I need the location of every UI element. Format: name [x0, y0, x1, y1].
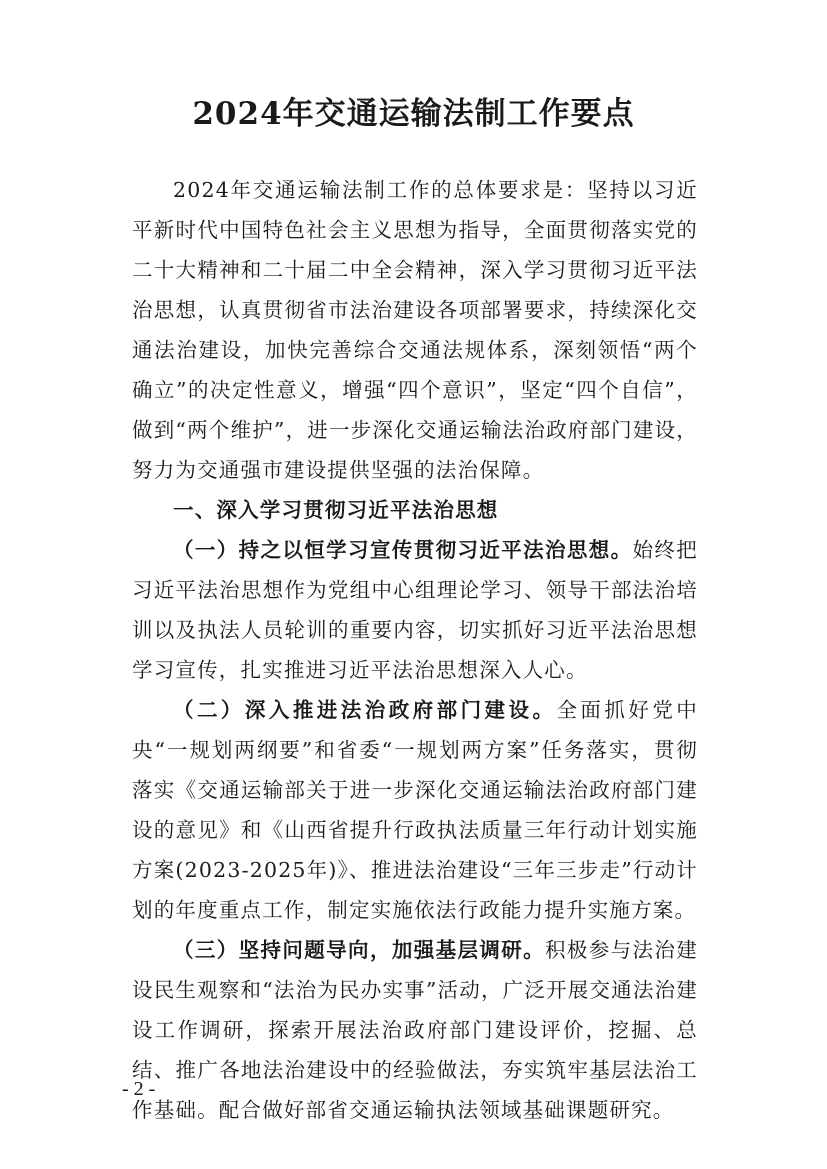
item-paragraph-1 — [132, 530, 698, 690]
item-paragraph-2 — [132, 690, 698, 930]
section-heading-1: 一、深入学习贯彻习近平法治思想 — [173, 498, 499, 522]
page-number: - 2 - — [122, 1078, 156, 1100]
item-text-1: 始终把习近平法治思想作为党组中心组理论学习、领导干部法治培训以及执法人员轮训的重要内容，切实抓好习近平法治思想学习宣传，扎实推进习近平法治思想深入人心。 — [132, 538, 698, 682]
item-text-2: 全面抓好党中央“一规划两纲要”和省委“一规划两方案”任务落实，贯彻落实《交通运输部关于进一步深化交通运输法治政府部门建设的意见》和《山西省提升行政执法质量三年行动计划实施方案(2023-2025年)》、推进法治建设“三年三步走”行动计划的年度重点工作，制定实施依法行政能力提升实施方案。 — [132, 698, 699, 922]
document-title: 2024年交通运输法制工作要点 — [192, 96, 635, 132]
item-lead-2: （二）深入推进法治政府部门建设。 — [173, 698, 557, 722]
intro-paragraph: 2024年交通运输法制工作的总体要求是：坚持以习近平新时代中国特色社会主义思想为指导，全面贯彻落实党的二十大精神和二十届二中全会精神，深入学习贯彻习近平法治思想，认真贯彻省市法治建设各项部署要求，持续深化交通法治建设，加快完善综合交通法规体系，深刻领悟“两个确立”的决定性意义，增强“四个意识”，坚定“四个自信”，做到“两个维护”，进一步深化交通运输法治政府部门建设，努力为交通强市建设提供坚强的法治保障。 — [132, 178, 698, 482]
item-lead-1: （一）持之以恒学习宣传贯彻习近平法治思想。 — [173, 538, 633, 562]
item-lead-3: （三）坚持问题导向，加强基层调研。 — [173, 938, 545, 962]
item-text-3: 积极参与法治建设民生观察和“法治为民办实事”活动，广泛开展交通法治建设工作调研，探索开展法治政府部门建设评价，挖掘、总结、推广各地法治建设中的经验做法，夯实筑牢基层法治工作基础。配合做好部省交通运输执法领域基础课题研究。 — [132, 938, 698, 1122]
item-paragraph-3 — [132, 930, 698, 1130]
document-body — [132, 170, 698, 1130]
